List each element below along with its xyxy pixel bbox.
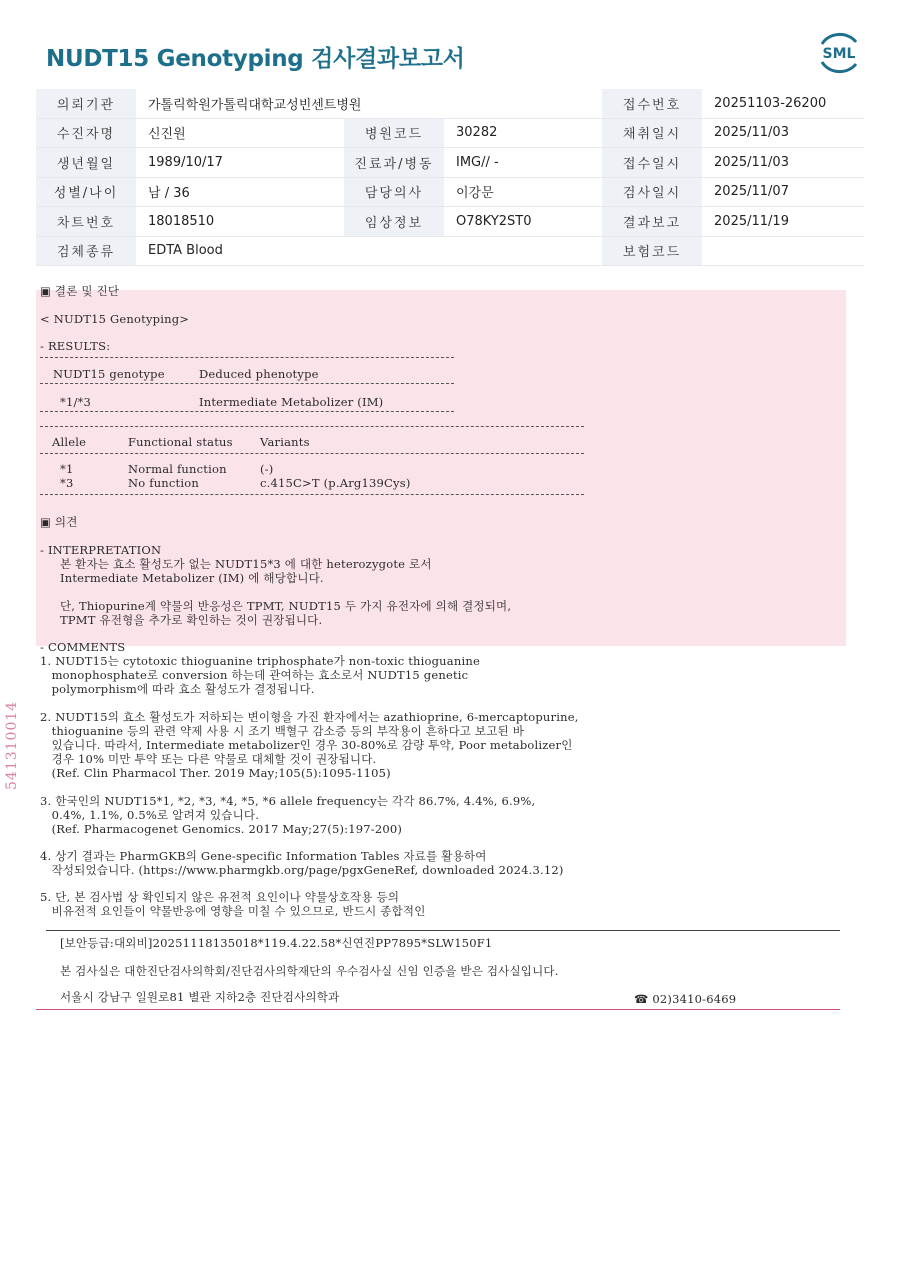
info-row [36, 236, 864, 266]
variant-cell: c.415C>T (p.Arg139Cys) [260, 476, 411, 490]
info-value: 30282 [444, 118, 602, 148]
section-opinion-heading: ▣ 의견 [40, 515, 78, 529]
info-label: 접수일시 [602, 148, 702, 178]
comment-line: (Ref. Clin Pharmacol Ther. 2019 May;105(5):1095-1105) [40, 766, 391, 780]
lab-address: 서울시 강남구 일원로81 별관 지하2층 진단검사의학과 [60, 990, 340, 1004]
security-line: [보안등급:대외비]20251118135018*119.4.22.58*신연진PP7895*SLW150F1 [60, 936, 493, 950]
info-value [702, 236, 864, 266]
interpretation-label: - INTERPRETATION [40, 543, 162, 557]
info-value: IMG// - [444, 148, 602, 178]
comment-line: 4. 상기 결과는 PharmGKB의 Gene-specific Information Tables 자료를 활용하여 [40, 849, 487, 863]
info-value: 1989/10/17 [136, 148, 344, 178]
phenotype-value: Intermediate Metabolizer (IM) [199, 395, 384, 409]
info-value: 18018510 [136, 207, 344, 237]
info-label: 검사일시 [602, 177, 702, 207]
comments-label: - COMMENTS [40, 640, 126, 654]
info-row [36, 118, 864, 148]
divider [40, 426, 584, 427]
info-label: 진료과/병동 [344, 148, 444, 178]
table1-header-genotype: NUDT15 genotype [53, 367, 165, 381]
info-label: 검체종류 [36, 236, 136, 266]
allele-cell: *3 [60, 476, 74, 490]
comment-line: 있습니다. 따라서, Intermediate metabolizer인 경우 30-80%로 감량 투약, Poor metabolizer인 [40, 738, 573, 752]
sml-logo-icon [814, 30, 864, 74]
comment-line: 0.4%, 1.1%, 0.5%로 알려져 있습니다. [40, 808, 260, 822]
lab-phone: ☎ 02)3410-6469 [634, 992, 737, 1006]
info-row [36, 177, 864, 207]
function-cell: No function [128, 476, 199, 490]
info-value: 이강문 [444, 177, 602, 207]
comment-line: 2. NUDT15의 효소 활성도가 저하되는 변이형을 가진 환자에서는 azathioprine, 6-mercaptopurine, [40, 710, 579, 724]
divider [40, 357, 454, 358]
variant-cell: (-) [260, 462, 274, 476]
info-label: 의뢰기관 [36, 89, 136, 118]
table2-header-function: Functional status [128, 435, 233, 449]
comment-line: 5. 단, 본 검사법 상 확인되지 않은 유전적 요인이나 약물상호작용 등의 [40, 890, 400, 904]
comment-line: thioguanine 등의 관련 약제 사용 시 조기 백혈구 감소증 등의 부작용이 흔하다고 보고된 바 [40, 724, 525, 738]
scanned-report [36, 284, 846, 1012]
info-row [36, 89, 864, 118]
genotyping-subtitle: < NUDT15 Genotyping> [40, 312, 190, 326]
info-label: 담당의사 [344, 177, 444, 207]
side-stamp: 541310014 [4, 700, 20, 790]
info-label: 수진자명 [36, 118, 136, 148]
comment-line: 비유전적 요인들이 약물반응에 영향을 미칠 수 있으므로, 반드시 종합적인 [40, 904, 426, 918]
section-conclusion-heading: ▣ 결론 및 진단 [40, 284, 120, 298]
comment-line: 3. 한국인의 NUDT15*1, *2, *3, *4, *5, *6 allele frequency는 각각 86.7%, 4.4%, 6.9%, [40, 794, 536, 808]
info-value: 2025/11/03 [702, 148, 864, 178]
certification-text: 본 검사실은 대한진단검사의학회/진단검사의학재단의 우수검사실 신임 인증을 받은 검사실입니다. [60, 964, 559, 978]
divider [40, 494, 584, 495]
info-label: 결과보고 [602, 207, 702, 237]
divider [40, 453, 584, 454]
divider [40, 411, 454, 412]
info-value: EDTA Blood [136, 236, 602, 266]
interpretation-line: Intermediate Metabolizer (IM) 에 해당합니다. [60, 571, 324, 585]
table2-header-allele: Allele [52, 435, 87, 449]
interpretation-line: 본 환자는 효소 활성도가 없는 NUDT15*3 에 대한 heterozygote 로서 [60, 557, 432, 571]
divider [36, 1009, 840, 1010]
info-label: 성별/나이 [36, 177, 136, 207]
divider [40, 383, 454, 384]
info-label: 병원코드 [344, 118, 444, 148]
info-label: 생년월일 [36, 148, 136, 178]
info-value: 가톨릭학원가톨릭대학교성빈센트병원 [136, 89, 602, 118]
function-cell: Normal function [128, 462, 227, 476]
allele-cell: *1 [60, 462, 74, 476]
info-label: 접수번호 [602, 89, 702, 118]
comment-line: (Ref. Pharmacogenet Genomics. 2017 May;27(5):197-200) [40, 822, 403, 836]
info-value: O78KY2ST0 [444, 207, 602, 237]
comment-line: polymorphism에 따라 효소 활성도가 결정됩니다. [40, 682, 315, 696]
info-value: 2025/11/03 [702, 118, 864, 148]
interpretation-line: 단, Thiopurine계 약물의 반응성은 TPMT, NUDT15 두 가지 유전자에 의해 결정되며, [60, 599, 512, 613]
info-row [36, 148, 864, 178]
interpretation-line: TPMT 유전형을 추가로 확인하는 것이 권장됩니다. [60, 613, 323, 627]
info-value: 2025/11/19 [702, 207, 864, 237]
genotype-value: *1/*3 [60, 395, 92, 409]
comment-line: 작성되었습니다. (https://www.pharmgkb.org/page/pgxGeneRef, downloaded 2024.3.12) [40, 863, 564, 877]
table1-header-phenotype: Deduced phenotype [199, 367, 319, 381]
results-label: - RESULTS: [40, 339, 111, 353]
info-value: 20251103-26200 [702, 89, 864, 118]
patient-info-table [36, 89, 864, 266]
comment-line: 1. NUDT15는 cytotoxic thioguanine triphosphate가 non-toxic thioguanine [40, 654, 480, 668]
info-row [36, 207, 864, 237]
info-value: 남 / 36 [136, 177, 344, 207]
divider [46, 930, 840, 931]
logo-text: SML [822, 46, 856, 62]
comment-line: monophosphate로 conversion 하는데 관여하는 효소로서 NUDT15 genetic [40, 668, 469, 682]
info-label: 보험코드 [602, 236, 702, 266]
report-title: NUDT15 Genotyping 검사결과보고서 [46, 46, 465, 72]
table2-header-variants: Variants [260, 435, 310, 449]
comment-line: 경우 10% 미만 투약 또는 다른 약물로 대체할 것이 권장됩니다. [40, 752, 377, 766]
info-value: 2025/11/07 [702, 177, 864, 207]
info-value: 신진원 [136, 118, 344, 148]
info-label: 채취일시 [602, 118, 702, 148]
info-label: 차트번호 [36, 207, 136, 237]
info-label: 임상정보 [344, 207, 444, 237]
